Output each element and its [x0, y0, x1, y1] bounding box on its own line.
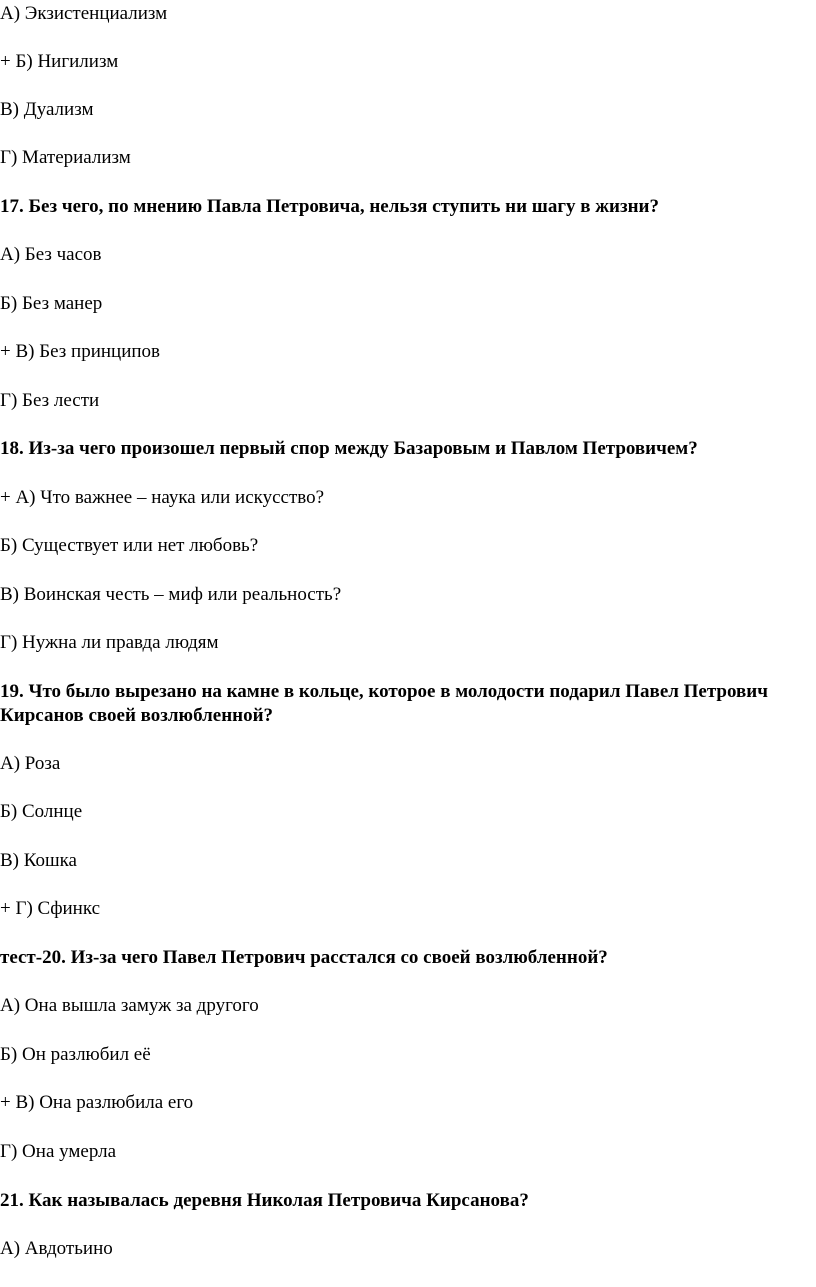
answer-option: Б) Солнце	[0, 801, 83, 822]
answer-option: + А) Что важнее – наука или искусство?	[0, 487, 325, 508]
answer-option: Г) Материализм	[0, 147, 131, 168]
question-text: 18. Из-за чего произошел первый спор между Базаровым и Павлом Петровичем?	[0, 438, 698, 459]
question-text: тест-20. Из-за чего Павел Петрович расстался со своей возлюбленной?	[0, 947, 608, 968]
answer-option: Г) Она умерла	[0, 1141, 117, 1162]
answer-option: + Б) Нигилизм	[0, 51, 119, 72]
answer-option: + В) Она разлюбила его	[0, 1092, 194, 1113]
answer-option: А) Роза	[0, 753, 61, 774]
answer-option: В) Кошка	[0, 850, 77, 871]
question-text: 17. Без чего, по мнению Павла Петровича, нельзя ступить ни шагу в жизни?	[0, 196, 659, 217]
answer-option: В) Воинская честь – миф или реальность?	[0, 584, 342, 605]
answer-option: А) Авдотьино	[0, 1238, 113, 1259]
answer-option: Б) Без манер	[0, 293, 103, 314]
answer-option: Б) Он разлюбил её	[0, 1044, 151, 1065]
answer-option: Б) Существует или нет любовь?	[0, 535, 259, 556]
question-text: 19. Что было вырезано на камне в кольце, которое в молодости подарил Павел Петрович Кирсанов своей возлюбленной?	[0, 681, 768, 726]
answer-option: А) Экзистенциализм	[0, 3, 168, 24]
question-text: 21. Как называлась деревня Николая Петровича Кирсанова?	[0, 1190, 529, 1211]
answer-option: А) Она вышла замуж за другого	[0, 995, 259, 1016]
answer-option: + Г) Сфинкс	[0, 898, 101, 919]
answer-option: А) Без часов	[0, 244, 102, 265]
answer-option: В) Дуализм	[0, 99, 94, 120]
answer-option: + В) Без принципов	[0, 341, 161, 362]
answer-option: Г) Нужна ли правда людям	[0, 632, 219, 653]
answer-option: Г) Без лести	[0, 390, 100, 411]
